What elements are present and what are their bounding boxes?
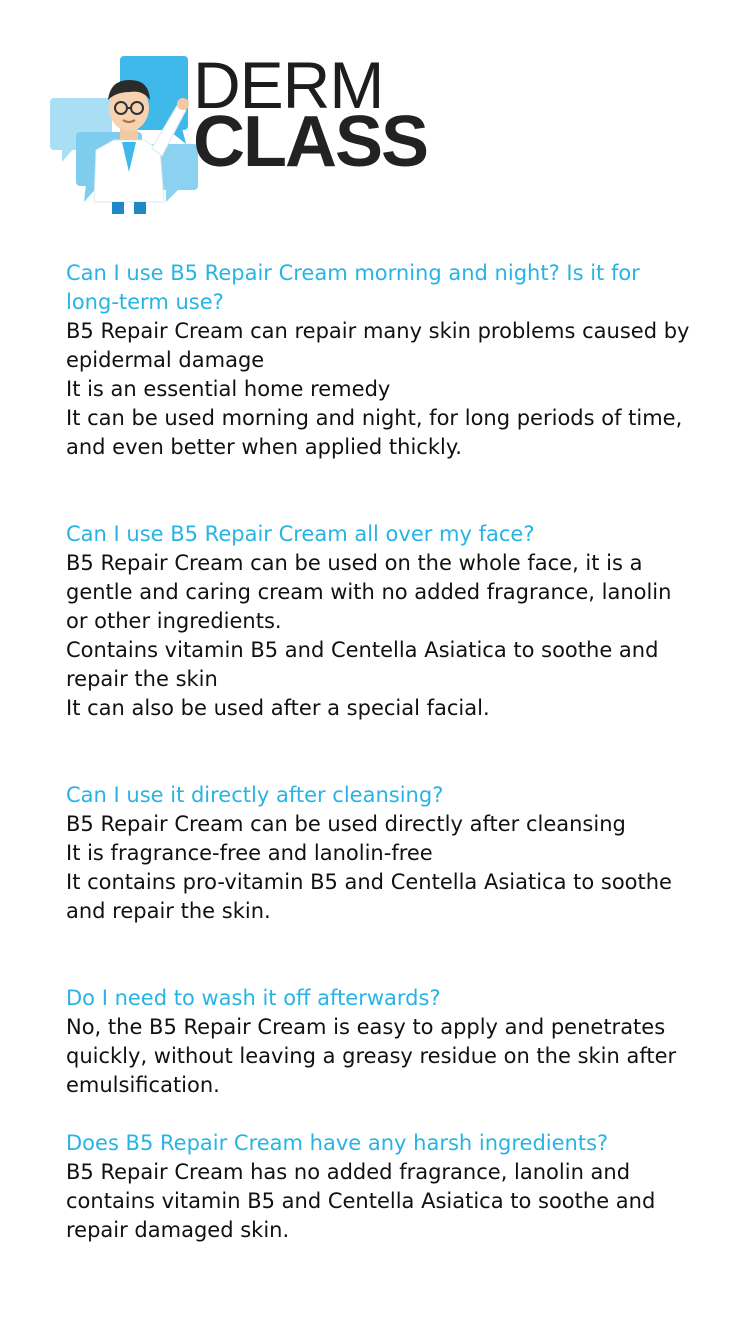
logo-line-class: CLASS: [193, 102, 428, 182]
faq-answer-line: Contains vitamin B5 and Centella Asiatica to soothe and repair the skin: [66, 638, 659, 691]
faq-item: [66, 1129, 696, 1245]
doctor-speech-bubbles-icon: [48, 52, 198, 217]
faq-question: Does B5 Repair Cream have any harsh ingredients?: [66, 1131, 609, 1155]
faq-answer-line: No, the B5 Repair Cream is easy to apply and penetrates quickly, without leaving a greasy residue on the skin after emulsification.: [66, 1015, 677, 1097]
faq-answer-line: B5 Repair Cream has no added fragrance, lanolin and contains vitamin B5 and Centella Asiatica to soothe and repair damaged skin.: [66, 1160, 656, 1242]
faq-answer-line: B5 Repair Cream can repair many skin problems caused by epidermal damage: [66, 319, 690, 372]
faq-answer-line: It can also be used after a special facial.: [66, 696, 490, 720]
faq-item: [66, 984, 696, 1100]
faq-item: [66, 520, 696, 723]
logo-line-derm: DERM: [193, 48, 384, 122]
faq-item: [66, 259, 696, 462]
faq-question: Can I use it directly after cleansing?: [66, 783, 444, 807]
faq-item: [66, 781, 696, 926]
derm-class-header: [48, 48, 428, 217]
faq-answer-line: B5 Repair Cream can be used on the whole face, it is a gentle and caring cream with no added fragrance, lanolin or other ingredients.: [66, 551, 672, 633]
faq-question: Can I use B5 Repair Cream all over my face?: [66, 522, 535, 546]
faq-answer-line: B5 Repair Cream can be used directly after cleansing: [66, 812, 626, 836]
faq-answer-line: It is fragrance-free and lanolin-free: [66, 841, 433, 865]
faq-answer-line: It contains pro-vitamin B5 and Centella Asiatica to soothe and repair the skin.: [66, 870, 672, 923]
faq-answer-line: It is an essential home remedy: [66, 377, 391, 401]
faq-section: [66, 259, 696, 1245]
cropped-footer-text: [230, 1308, 630, 1318]
logo-wordmark: [193, 48, 428, 182]
faq-question: Can I use B5 Repair Cream morning and night? Is it for long-term use?: [66, 261, 640, 314]
faq-question: Do I need to wash it off afterwards?: [66, 986, 441, 1010]
faq-answer-line: It can be used morning and night, for long periods of time, and even better when applied thickly.: [66, 406, 683, 459]
